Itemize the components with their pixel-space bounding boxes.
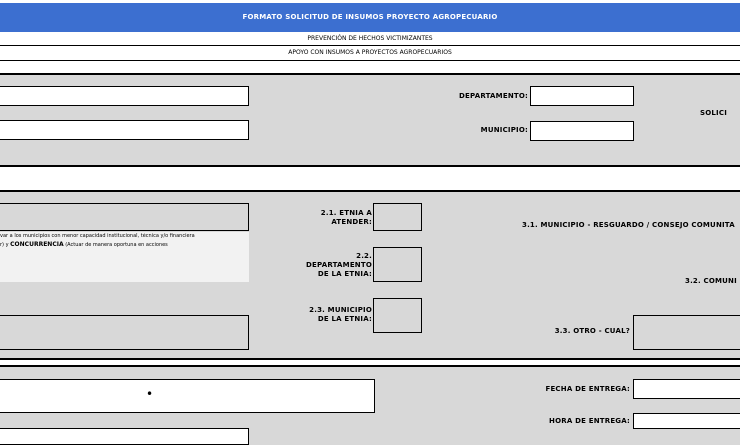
name-field[interactable] — [0, 86, 249, 106]
form-title: FORMATO SOLICITUD DE INSUMOS PROYECTO AGROPECUARIO — [0, 3, 740, 32]
section-rule — [0, 358, 740, 360]
divider — [0, 45, 740, 46]
depto-etnia-label-line-2: DEPARTAMENTO — [306, 261, 372, 269]
solicitante-label: SOLICI — [700, 109, 727, 117]
bullet-marker: • — [146, 387, 154, 401]
note-line-1: var a los municipios con menor capacidad institucional, técnica y/o financiera — [0, 233, 195, 239]
note-line-2 — [0, 241, 249, 248]
comunidad-label: 3.2. COMUNI — [685, 277, 737, 285]
otro-label: 3.3. OTRO - CUAL? — [554, 327, 630, 335]
otro-field[interactable] — [633, 315, 740, 350]
etnia-label-line-2: ATENDER: — [331, 218, 372, 226]
note-box — [0, 232, 249, 282]
municipio-label: MUNICIPIO: — [480, 126, 528, 134]
program-subline: APOYO CON INSUMOS A PROYECTOS AGROPECUARIOS — [288, 49, 452, 56]
departamento-field[interactable] — [530, 86, 634, 106]
depto-etnia-field[interactable] — [373, 247, 422, 282]
concurrencia-text: CONCURRENCIA — [10, 241, 64, 248]
fecha-entrega-label: FECHA DE ENTREGA: — [545, 385, 630, 393]
etnia-label-line-1: 2.1. ETNIA A — [320, 209, 372, 217]
departamento-label: DEPARTAMENTO: — [459, 92, 528, 100]
hora-entrega-field[interactable] — [633, 413, 740, 429]
hora-entrega-label: HORA DE ENTREGA: — [549, 417, 630, 425]
description-field[interactable] — [0, 203, 249, 231]
mun-etnia-label-line-1: 2.3. MUNICIPIO — [309, 306, 372, 314]
divider — [0, 60, 740, 61]
depto-etnia-label-line-3: DE LA ETNIA: — [317, 270, 372, 278]
etnia-field[interactable] — [373, 203, 422, 231]
depto-etnia-label-line-1: 2.2. — [356, 252, 372, 260]
resguardo-label: 3.1. MUNICIPIO - RESGUARDO / CONSEJO COMUNITA — [522, 221, 735, 229]
id-field[interactable] — [0, 120, 249, 140]
mun-etnia-label-line-2: DE LA ETNIA: — [317, 315, 372, 323]
program-line: PREVENCIÓN DE HECHOS VICTIMIZANTES — [307, 35, 433, 42]
note-text-a: r) y — [0, 242, 11, 248]
section-rule — [0, 165, 740, 167]
fecha-entrega-field[interactable] — [633, 379, 740, 399]
mun-etnia-field[interactable] — [373, 298, 422, 333]
contact-field[interactable] — [0, 428, 249, 445]
observations-field[interactable] — [0, 315, 249, 350]
note-text-c: (Actuar de manera oportuna en acciones — [63, 242, 168, 248]
delivery-place-field[interactable] — [0, 379, 375, 413]
municipio-field[interactable] — [530, 121, 634, 141]
